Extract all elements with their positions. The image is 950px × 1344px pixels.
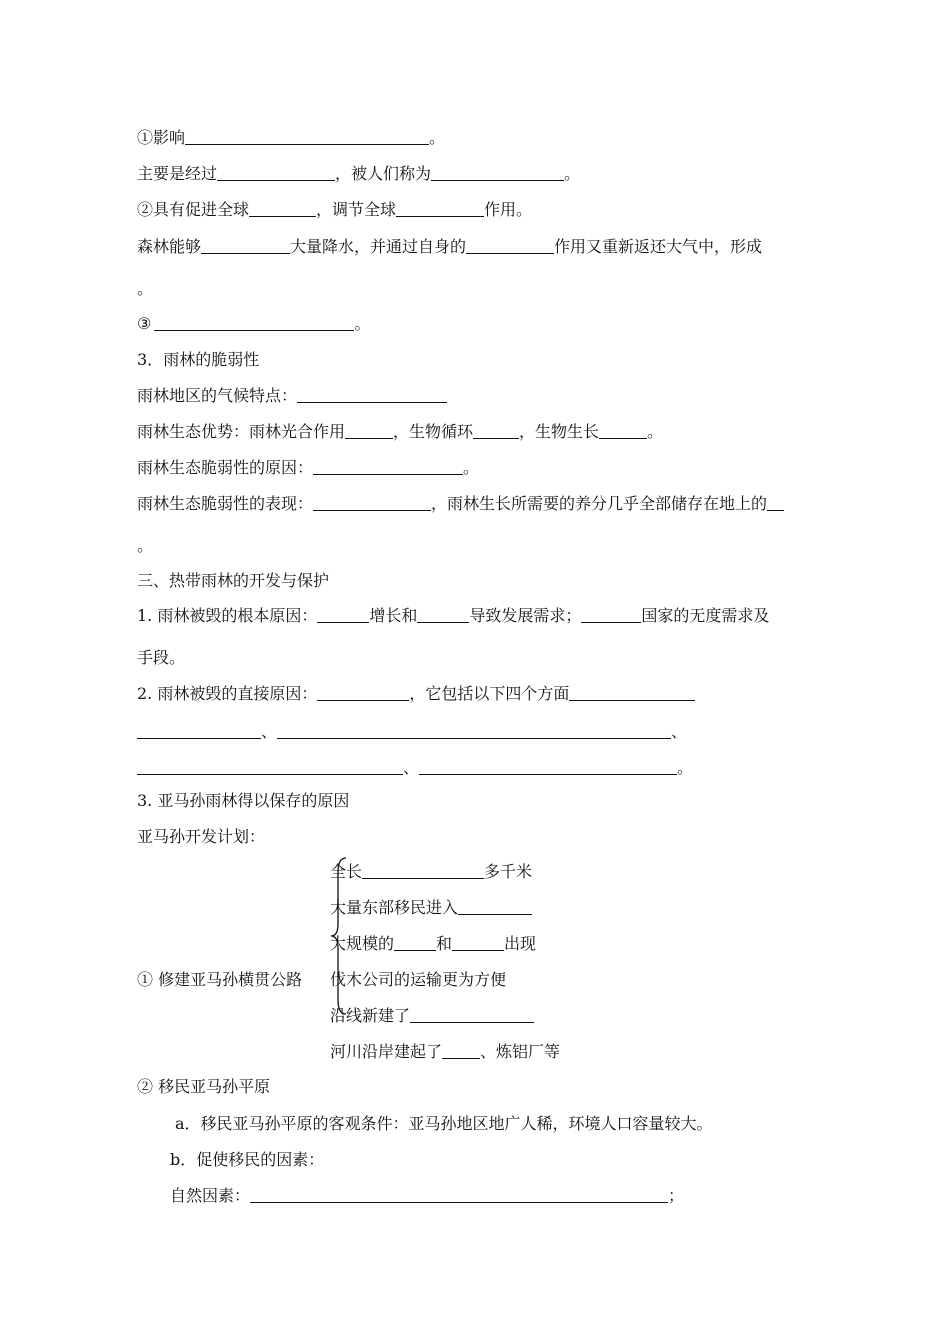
line-text: 3. 亚马孙雨林得以保存的原因	[137, 791, 350, 810]
line-text: 雨林生态脆弱性的表现：	[137, 494, 314, 513]
line-climate	[137, 386, 447, 406]
blank[interactable]	[394, 934, 436, 951]
line-migration-factors	[170, 1150, 324, 1170]
road-label-text: ① 修建亚马孙横贯公路	[137, 970, 303, 989]
line-text: ，生物循环	[393, 422, 474, 441]
blank[interactable]	[458, 898, 532, 915]
section-heading	[137, 571, 329, 591]
blank[interactable]	[137, 758, 403, 775]
line-text: 伐木公司的运输更为方便	[330, 970, 507, 989]
punctuation: 。	[354, 314, 371, 333]
blank[interactable]	[362, 862, 484, 879]
line-text: 、炼铝厂等	[480, 1042, 561, 1061]
line-mainly-through	[137, 164, 580, 184]
line-text: 国家的无度需求及	[641, 606, 770, 625]
line-text: ，它包括以下四个方面	[409, 684, 570, 703]
line-text: 作用。	[484, 200, 533, 219]
line-text: 主要是经过	[137, 164, 218, 183]
blank[interactable]	[581, 606, 641, 623]
line-text: ，被人们称为	[335, 164, 432, 183]
heading-number: 3．	[137, 350, 164, 369]
blank[interactable]	[767, 494, 784, 511]
line-influence	[137, 128, 445, 148]
line-direct-cause	[137, 684, 695, 704]
line-text: ，雨林生长所需要的养分几乎全部储存在地上的	[431, 494, 768, 513]
line-fragility-cause	[137, 458, 479, 478]
line-four-aspects-2	[137, 758, 693, 778]
line-text: 雨林地区的气候特点：	[137, 386, 298, 405]
blank[interactable]	[466, 237, 554, 254]
punctuation: 。	[647, 422, 664, 441]
line-eco-advantage	[137, 422, 663, 442]
line-text: 出现	[504, 934, 537, 953]
line-root-cause	[137, 606, 769, 626]
line-period	[137, 536, 153, 556]
line-text: 全长	[330, 862, 363, 881]
blank[interactable]	[599, 422, 647, 439]
blank[interactable]	[417, 606, 469, 623]
blank[interactable]	[317, 606, 369, 623]
punctuation: 。	[564, 164, 581, 183]
line-period	[137, 279, 153, 299]
blank[interactable]	[431, 164, 564, 181]
punctuation: 。	[137, 536, 154, 555]
blank[interactable]	[154, 314, 354, 331]
punctuation: 。	[137, 279, 154, 298]
blank[interactable]	[249, 200, 316, 217]
line-text: 雨林生态脆弱性的原因：	[137, 458, 314, 477]
road-item-new-built	[330, 1006, 534, 1026]
line-text: 1. 雨林被毁的根本原因：	[137, 606, 318, 625]
separator: 、	[403, 758, 420, 777]
punctuation: ；	[668, 1186, 685, 1205]
line-amazon-reasons	[137, 791, 349, 811]
line-natural-factors	[170, 1186, 684, 1206]
blank[interactable]	[473, 422, 519, 439]
punctuation: 。	[677, 758, 694, 777]
line-third-item	[137, 314, 370, 334]
blank[interactable]	[297, 386, 447, 403]
line-text: 2. 雨林被毁的直接原因：	[137, 684, 318, 703]
circle-number-3: ③	[137, 314, 152, 333]
blank[interactable]	[419, 758, 677, 775]
road-item-migrants	[330, 898, 532, 918]
line-amazon-plan	[137, 827, 265, 847]
separator: 、	[261, 722, 278, 741]
blank[interactable]	[569, 684, 695, 701]
line-text: 增长和	[369, 606, 418, 625]
line-text: 大量降水，并通过自身的	[290, 237, 467, 256]
line-text: 雨林生态优势：雨林光合作用	[137, 422, 346, 441]
blank[interactable]	[250, 1186, 668, 1203]
separator: 、	[671, 722, 688, 741]
blank[interactable]	[185, 128, 429, 145]
blank[interactable]	[313, 494, 431, 511]
blank[interactable]	[137, 722, 261, 739]
blank[interactable]	[345, 422, 393, 439]
line-text: 手段。	[137, 648, 186, 667]
line-text: ② 移民亚马孙平原	[137, 1077, 271, 1096]
line-text: 自然因素：	[170, 1186, 251, 1205]
line-text: ，生物生长	[519, 422, 600, 441]
blank[interactable]	[313, 458, 463, 475]
blank[interactable]	[396, 200, 484, 217]
line-text: 具有促进全球	[153, 200, 250, 219]
blank[interactable]	[317, 684, 409, 701]
road-label	[137, 970, 302, 990]
line-text: ，调节全球	[316, 200, 397, 219]
line-text: 和	[436, 934, 453, 953]
line-objective-conditions	[175, 1114, 713, 1134]
line-forest-rain	[137, 237, 762, 257]
line-text: 沿线新建了	[330, 1006, 411, 1025]
line-text: 影响	[153, 128, 186, 147]
circle-number-2: ②	[137, 200, 154, 219]
line-text: b．促使移民的因素：	[170, 1150, 325, 1169]
line-four-aspects-1	[137, 722, 687, 742]
heading-rainforest-fragility	[137, 350, 259, 370]
line-migration-heading	[137, 1077, 270, 1097]
line-means	[137, 648, 185, 668]
road-item-logging	[330, 970, 506, 990]
line-text: 河川沿岸建起了	[330, 1042, 443, 1061]
road-item-length	[330, 862, 532, 882]
blank[interactable]	[217, 164, 335, 181]
line-text: 大规模的	[330, 934, 395, 953]
line-text: 作用又重新返还大气中，形成	[554, 237, 763, 256]
line-text: a．移民亚马孙平原的客观条件：亚马孙地区地广人稀，环境人口容量较大。	[175, 1114, 713, 1133]
blank[interactable]	[442, 1042, 480, 1059]
blank[interactable]	[410, 1006, 534, 1023]
road-item-riverside	[330, 1042, 560, 1062]
road-item-large-scale	[330, 934, 536, 954]
line-text: 森林能够	[137, 237, 202, 256]
line-text: 亚马孙开发计划：	[137, 827, 266, 846]
blank[interactable]	[277, 722, 671, 739]
heading-title: 雨林的脆弱性	[163, 350, 260, 369]
blank[interactable]	[452, 934, 504, 951]
punctuation: 。	[429, 128, 446, 147]
line-fragility-expression	[137, 494, 784, 514]
line-text: 多千米	[484, 862, 533, 881]
section-title: 三、热带雨林的开发与保护	[137, 571, 330, 590]
line-text: 导致发展需求；	[469, 606, 582, 625]
punctuation: 。	[463, 458, 480, 477]
blank[interactable]	[201, 237, 290, 254]
line-promote-global	[137, 200, 532, 220]
line-text: 大量东部移民进入	[330, 898, 459, 917]
circle-number-1: ①	[137, 128, 154, 147]
